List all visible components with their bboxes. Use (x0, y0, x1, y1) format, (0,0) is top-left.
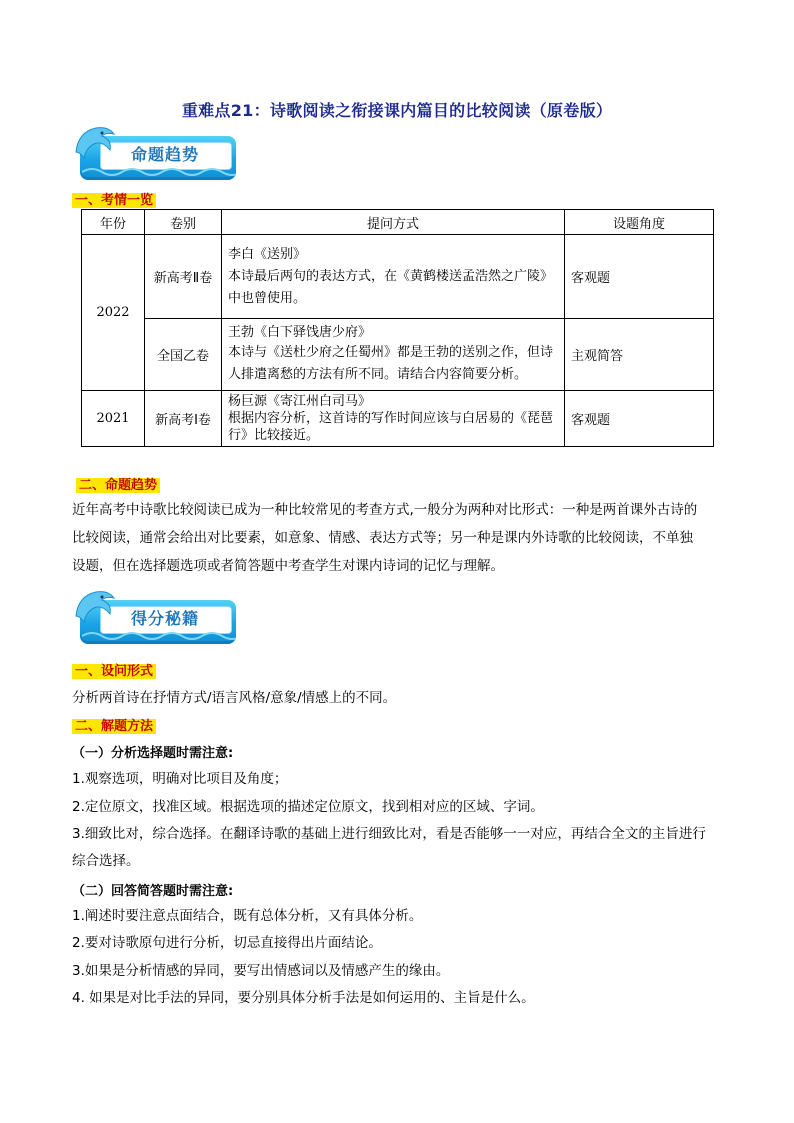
trend-banner (72, 122, 242, 184)
trend-paragraph: 近年高考中诗歌比较阅读已成为一种比较常见的考查方式,一般分为两种对比形式：一种是两首课外古诗的 比较阅读，通常会给出对比要素，如意象、情感、表达方式等；另一种是课内外诗歌的比较阅读，不单独 设题，但在选择题选项或者简答题中考查学生对课内诗词的记忆与理解。 (72, 502, 698, 574)
page-title: 重难点21：诗歌阅读之衔接课内篇目的比较阅读（原卷版） (181, 101, 613, 120)
list-item: 2.定位原文，找准区域。根据选项的描述定位原文，找到相对应的区域、字词。 (72, 799, 544, 815)
list-item: 1.观察选项，明确对比项目及角度； (72, 771, 288, 787)
header-question: 提问方式 (222, 210, 565, 235)
list-item: 2.要对诗歌原句进行分析，切忌直接得出片面结论。 (72, 935, 382, 951)
form-text: 分析两首诗在抒情方式/语言风格/意象/情感上的不同。 (72, 690, 397, 706)
wave-icon (82, 166, 236, 178)
dolphin-icon (72, 586, 118, 626)
question-cell: 李白《送别》 本诗最后两句的表达方式，在《黄鹤楼送孟浩然之广陵》 中也曾使用。 (222, 235, 565, 319)
choice-subheading: （一）分析选择题时需注意: (72, 746, 234, 761)
year-cell: 2022 (82, 235, 145, 391)
question-cell: 杨巨源《寄江州白司马》 根据内容分析，这首诗的写作时间应该与白居易的《琵琶 行》比较接近。 (222, 391, 565, 447)
table-row (82, 319, 714, 391)
angle-cell: 客观题 (565, 391, 714, 447)
list-item: 3.细致比对，综合选择。在翻译诗歌的基础上进行细致比对，看是否能够一一对应，再结合全文的主旨进行 (72, 826, 706, 842)
year-cell: 2021 (82, 391, 145, 447)
banner-label: 命题趋势 (130, 145, 199, 164)
banner-label: 得分秘籍 (130, 609, 199, 628)
section-heading-form: 一、设问形式 (72, 660, 156, 680)
list-item: 综合选择。 (72, 853, 140, 869)
header-angle: 设题角度 (565, 210, 714, 235)
section-heading-trend: 二、命题趋势 (76, 474, 160, 494)
dolphin-icon (72, 122, 118, 162)
header-paper: 卷别 (145, 210, 222, 235)
angle-cell: 客观题 (565, 235, 714, 319)
section-heading-overview: 一、考情一览 (72, 189, 156, 209)
table-row (82, 235, 714, 319)
secret-banner (72, 586, 242, 648)
wave-icon (82, 630, 236, 642)
section-heading-method: 二、解题方法 (72, 715, 156, 735)
exam-overview-table (81, 209, 714, 447)
paper-cell: 全国乙卷 (145, 319, 222, 391)
list-item: 4. 如果是对比手法的异同，要分别具体分析手法是如何运用的、主旨是什么。 (72, 990, 535, 1006)
table-row (82, 391, 714, 447)
paper-cell: 新高考Ⅰ卷 (145, 391, 222, 447)
table-header-row (82, 210, 714, 235)
question-cell: 王勃《白下驿饯唐少府》 本诗与《送杜少府之任蜀州》都是王勃的送别之作，但诗 人排遣离愁的方法有所不同。请结合内容简要分析。 (222, 319, 565, 391)
list-item: 3.如果是分析情感的异同，要写出情感词以及情感产生的缘由。 (72, 963, 450, 979)
header-year: 年份 (82, 210, 145, 235)
paper-cell: 新高考Ⅱ卷 (145, 235, 222, 319)
answer-subheading: （二）回答简答题时需注意: (72, 884, 234, 899)
list-item: 1.阐述时要注意点面结合，既有总体分析，又有具体分析。 (72, 908, 423, 924)
angle-cell: 主观简答 (565, 319, 714, 391)
